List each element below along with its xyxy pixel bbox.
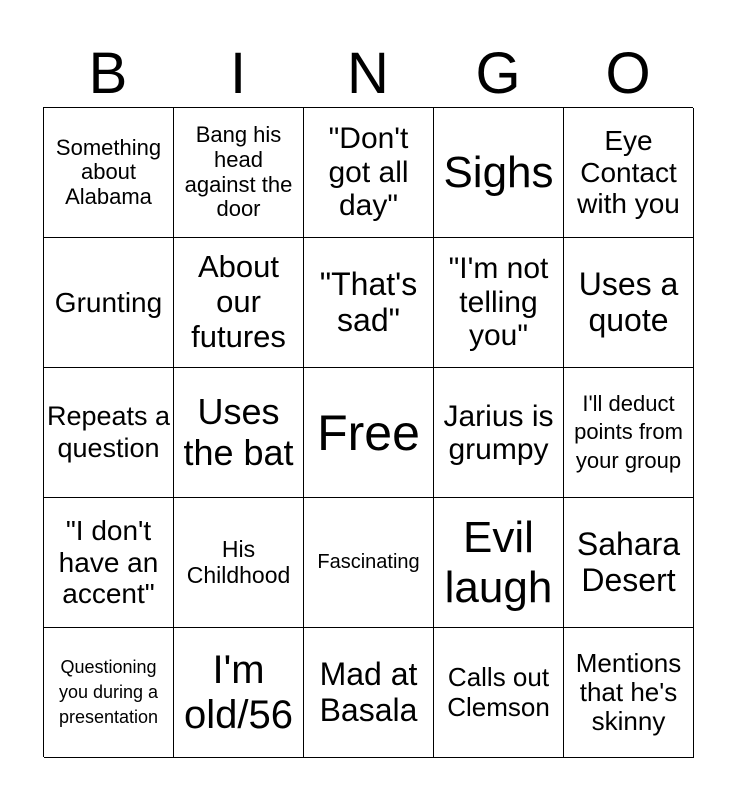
cell-text: About our futures: [191, 249, 286, 354]
cell-text: I'm old/56: [184, 647, 293, 737]
header-letter-i: I: [229, 41, 247, 106]
cell-text: Uses the bat: [183, 391, 294, 473]
bingo-board: [43, 107, 693, 757]
bingo-cell-r2c5[interactable]: [564, 238, 694, 368]
bingo-cell-r1c5[interactable]: [564, 108, 694, 238]
cell-text: Free: [317, 404, 420, 461]
bingo-cell-r3c5[interactable]: [564, 368, 694, 498]
cell-text: "Don't got all day": [328, 122, 409, 223]
bingo-cell-r5c5[interactable]: [564, 628, 694, 758]
cell-text: "I'm not telling you": [448, 252, 549, 353]
bingo-cell-r3c3[interactable]: [304, 368, 434, 498]
cell-text: "I don't have an accent": [58, 515, 159, 610]
bingo-cell-r1c4[interactable]: [434, 108, 564, 238]
bingo-cell-r5c2[interactable]: [174, 628, 304, 758]
bingo-cell-r4c3[interactable]: [304, 498, 434, 628]
cell-text: Fascinating: [317, 551, 420, 574]
cell-text: Mentions that he's skinny: [575, 647, 682, 737]
bingo-cell-r4c1[interactable]: [44, 498, 174, 628]
bingo-cell-r1c3[interactable]: [304, 108, 434, 238]
bingo-cell-r2c4[interactable]: [434, 238, 564, 368]
bingo-cell-r4c4[interactable]: [434, 498, 564, 628]
cell-text: Grunting: [54, 286, 163, 318]
cell-text: Mad at Basala: [319, 655, 418, 728]
cell-text: "That's sad": [319, 265, 418, 338]
bingo-cell-r4c2[interactable]: [174, 498, 304, 628]
cell-text: His Childhood: [186, 535, 291, 588]
bingo-cell-r4c5[interactable]: [564, 498, 694, 628]
cell-text: Calls out Clemson: [447, 662, 550, 722]
bingo-cell-r3c1[interactable]: [44, 368, 174, 498]
cell-text: Uses a quote: [578, 265, 679, 338]
cell-text: Jarius is grumpy: [443, 399, 554, 466]
bingo-cell-r2c3[interactable]: [304, 238, 434, 368]
bingo-cell-r5c3[interactable]: [304, 628, 434, 758]
cell-text: I'll deduct points from your group: [574, 390, 683, 473]
cell-text: Sighs: [443, 147, 554, 197]
cell-text: Something about Alabama: [55, 134, 162, 209]
bingo-cell-r2c2[interactable]: [174, 238, 304, 368]
cell-text: Questioning you during a presentation: [58, 656, 159, 728]
bingo-cell-r2c1[interactable]: [44, 238, 174, 368]
cell-text: Sahara Desert: [576, 525, 681, 598]
bingo-cell-r3c4[interactable]: [434, 368, 564, 498]
bingo-header: [43, 40, 693, 108]
bingo-cell-r1c1[interactable]: [44, 108, 174, 238]
bingo-cell-r5c4[interactable]: [434, 628, 564, 758]
bingo-cell-r1c2[interactable]: [174, 108, 304, 238]
header-letter-o: O: [605, 41, 651, 106]
header-letter-n: N: [347, 41, 389, 106]
cell-text: Bang his head against the door: [184, 122, 293, 222]
bingo-cell-r3c2[interactable]: [174, 368, 304, 498]
cell-text: Eye Contact with you: [577, 125, 680, 220]
cell-text: Repeats a question: [46, 400, 171, 463]
header-letter-b: B: [88, 41, 128, 106]
header-letter-g: G: [475, 41, 521, 106]
cell-text: Evil laugh: [444, 513, 553, 612]
bingo-cell-r5c1[interactable]: [44, 628, 174, 758]
